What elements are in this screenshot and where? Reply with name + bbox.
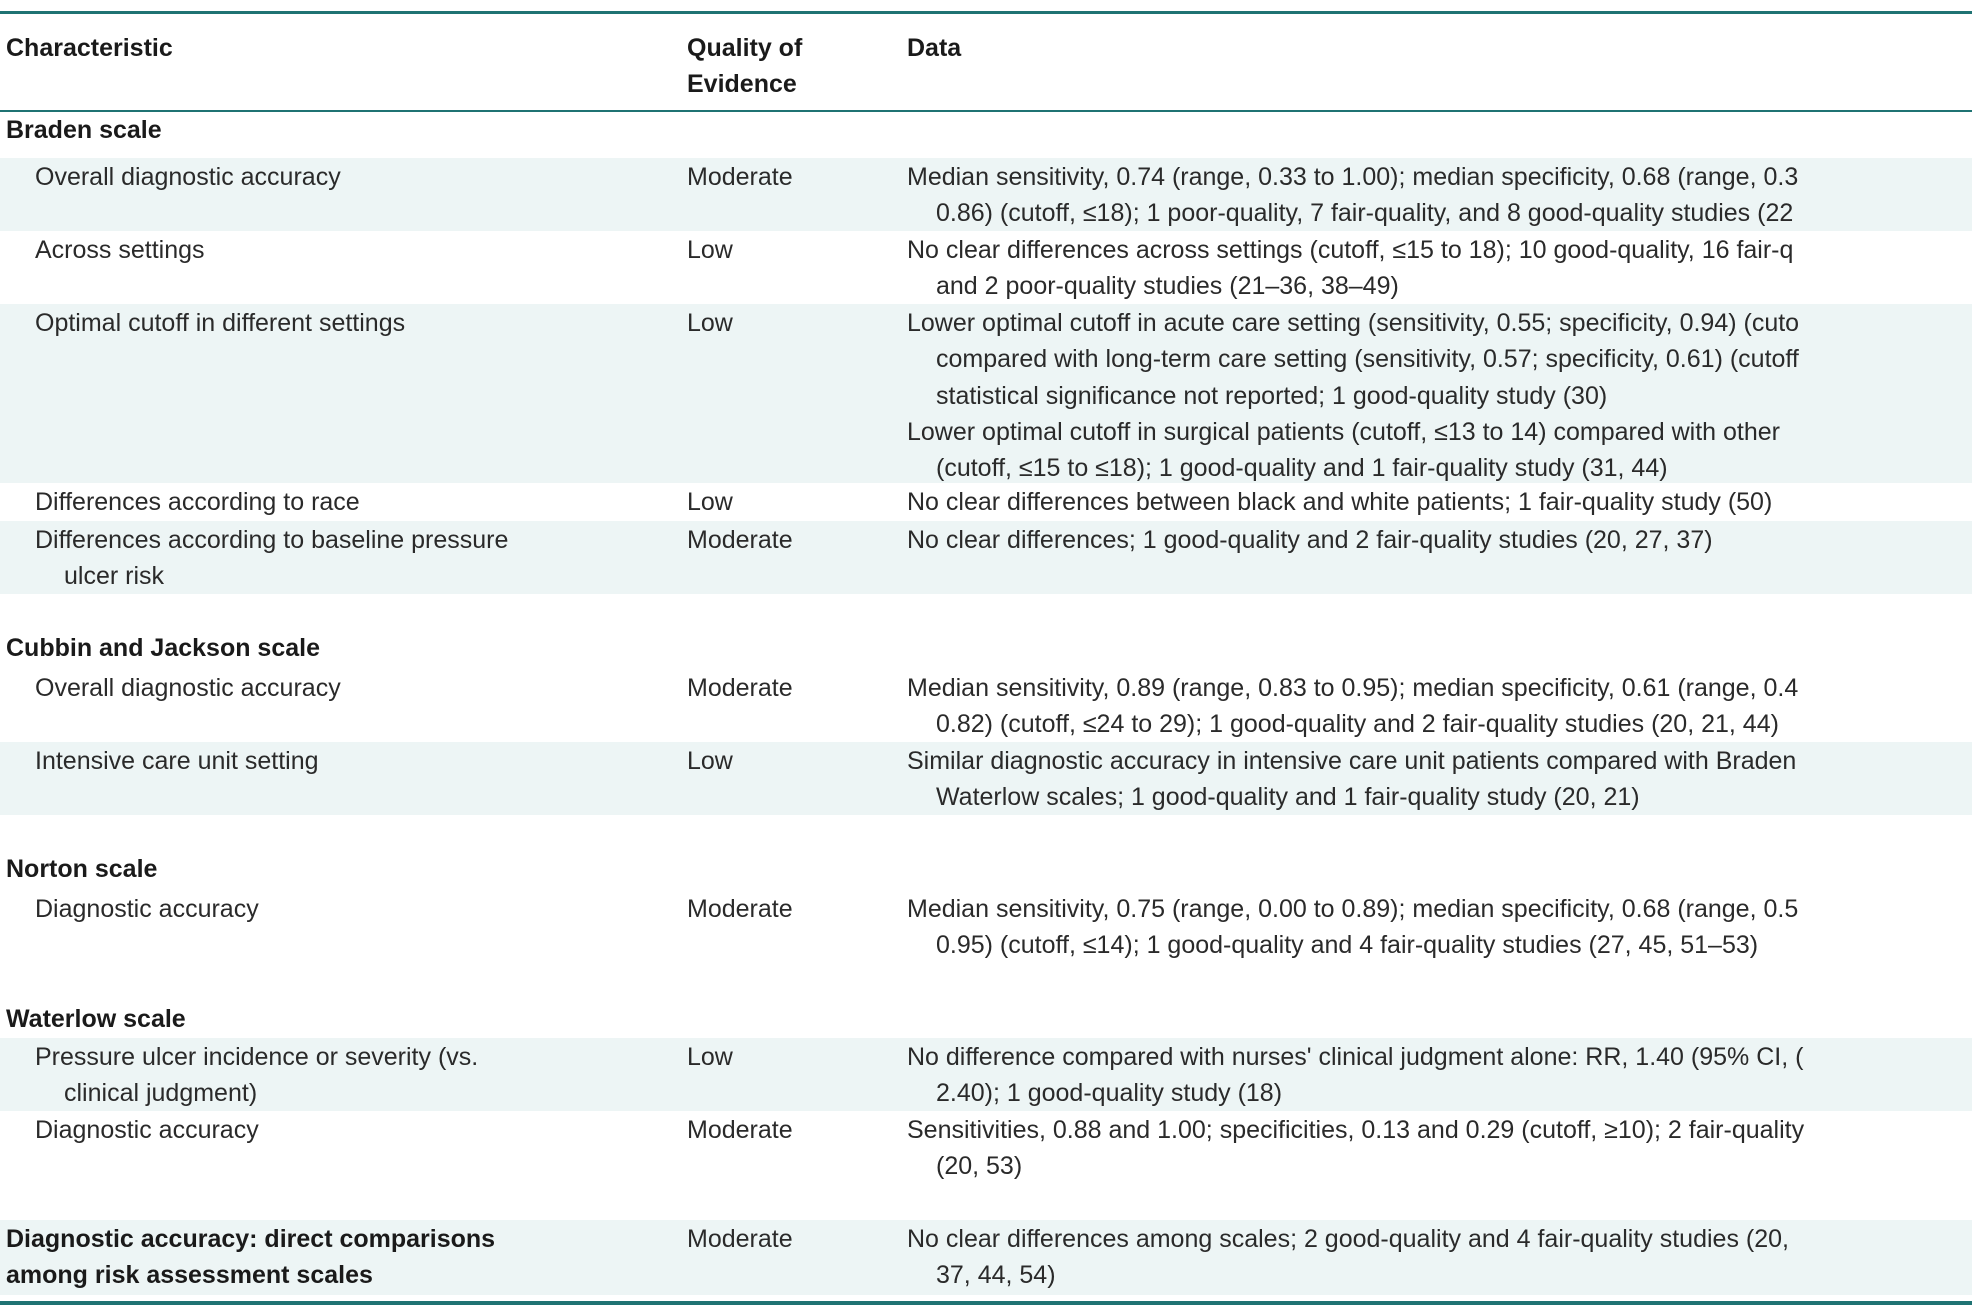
data-cell <box>907 484 1772 520</box>
section-heading <box>6 630 320 666</box>
table-row <box>0 1038 1972 1111</box>
data-cell <box>907 670 1798 742</box>
data-cell <box>907 522 1713 558</box>
characteristic-cell <box>35 232 205 268</box>
data-cell <box>907 891 1798 963</box>
data-cell <box>907 1221 1789 1294</box>
characteristic-line: Differences according to race <box>35 488 360 516</box>
data-cell <box>907 232 1793 304</box>
characteristic-cell <box>35 305 405 341</box>
characteristic-line: Diagnostic accuracy: direct comparisons <box>6 1225 496 1253</box>
characteristic-cell <box>35 484 360 520</box>
table-top-rule <box>0 11 1972 14</box>
characteristic-cell <box>35 159 341 195</box>
data-line: Waterlow scales; 1 good-quality and 1 fair-quality study (20, 21) <box>936 783 1640 812</box>
column-header-data: Data <box>907 34 962 62</box>
characteristic-line: Optimal cutoff in different settings <box>35 309 406 337</box>
characteristic-line: Differences according to baseline pressure <box>35 526 509 554</box>
characteristic-line: Intensive care unit setting <box>35 747 319 775</box>
data-line: (20, 53) <box>936 1152 1023 1181</box>
section-heading <box>6 112 162 148</box>
quality-of-evidence-cell: Low <box>687 1043 733 1071</box>
data-line: No clear differences among scales; 2 good-quality and 4 fair-quality studies (20, <box>907 1225 1789 1253</box>
table-row <box>0 231 1972 304</box>
quality-of-evidence-cell: Moderate <box>687 526 793 554</box>
section-heading-row <box>0 629 1972 669</box>
data-line: 0.95) (cutoff, ≤14); 1 good-quality and 4 fair-quality studies (27, 45, 51–53) <box>936 931 1759 960</box>
characteristic-line: Overall diagnostic accuracy <box>35 674 341 702</box>
data-line: 0.86) (cutoff, ≤18); 1 poor-quality, 7 fair-quality, and 8 good-quality studies (22 <box>936 199 1794 228</box>
data-line: No difference compared with nurses' clinical judgment alone: RR, 1.40 (95% CI, ( <box>907 1043 1804 1071</box>
table-bottom-rule <box>0 1301 1972 1305</box>
characteristic-cell <box>35 522 508 594</box>
characteristic-cell <box>35 1039 478 1111</box>
column-header-characteristic: Characteristic <box>6 34 173 62</box>
table-row <box>0 483 1972 521</box>
data-cell <box>907 159 1798 231</box>
characteristic-cell <box>35 670 341 706</box>
data-line: Median sensitivity, 0.89 (range, 0.83 to 0.95); median specificity, 0.61 (range, 0.4 <box>907 674 1799 702</box>
column-header-quality-line: Evidence <box>687 70 797 98</box>
data-cell <box>907 1039 1803 1111</box>
data-line: 2.40); 1 good-quality study (18) <box>936 1079 1283 1108</box>
table-row <box>0 890 1972 963</box>
characteristic-cell <box>35 891 259 927</box>
column-header-quality-line: Quality of <box>687 34 803 62</box>
characteristic-line: among risk assessment scales <box>6 1261 373 1290</box>
data-line: No clear differences across settings (cutoff, ≤15 to 18); 10 good-quality, 16 fair-q <box>907 236 1794 264</box>
quality-of-evidence-cell: Moderate <box>687 1116 793 1144</box>
quality-of-evidence-cell: Low <box>687 488 733 516</box>
data-line: (cutoff, ≤15 to ≤18); 1 good-quality and 1 fair-quality study (31, 44) <box>936 454 1668 483</box>
characteristic-line: clinical judgment) <box>64 1079 258 1108</box>
characteristic-line: Diagnostic accuracy <box>35 1116 259 1144</box>
table-row <box>0 669 1972 742</box>
data-line: No clear differences; 1 good-quality and 2 fair-quality studies (20, 27, 37) <box>907 526 1713 554</box>
quality-of-evidence-cell: Low <box>687 309 733 337</box>
quality-of-evidence-cell: Low <box>687 236 733 264</box>
data-cell <box>907 305 1799 483</box>
data-line: Lower optimal cutoff in surgical patients (cutoff, ≤13 to 14) compared with other <box>907 417 1780 446</box>
characteristic-cell <box>35 743 319 779</box>
data-line: No clear differences between black and white patients; 1 fair-quality study (50) <box>907 488 1773 516</box>
characteristic-cell <box>6 1221 495 1294</box>
section-heading-row <box>0 850 1972 890</box>
characteristic-line: Braden scale <box>6 116 162 144</box>
table-row <box>0 742 1972 815</box>
characteristic-line: Cubbin and Jackson scale <box>6 634 320 662</box>
data-line: Median sensitivity, 0.75 (range, 0.00 to 0.89); median specificity, 0.68 (range, 0.5 <box>907 895 1799 923</box>
characteristic-line: Diagnostic accuracy <box>35 895 259 923</box>
characteristic-line: Pressure ulcer incidence or severity (vs. <box>35 1043 479 1071</box>
section-heading-row <box>0 1000 1972 1038</box>
characteristic-line: Overall diagnostic accuracy <box>35 163 341 191</box>
table-row <box>0 1220 1972 1295</box>
data-line: 0.82) (cutoff, ≤24 to 29); 1 good-quality and 2 fair-quality studies (20, 21, 44) <box>936 710 1779 739</box>
section-heading <box>6 1001 186 1037</box>
data-line: Lower optimal cutoff in acute care setting (sensitivity, 0.55; specificity, 0.94) (cuto <box>907 309 1800 337</box>
data-line: 37, 44, 54) <box>936 1261 1056 1290</box>
table-row <box>0 1111 1972 1183</box>
data-line: and 2 poor-quality studies (21–36, 38–49) <box>936 272 1399 301</box>
characteristic-cell <box>35 1112 259 1148</box>
quality-of-evidence-cell: Moderate <box>687 1225 793 1253</box>
data-cell <box>907 743 1796 815</box>
section-heading <box>6 851 157 887</box>
section-heading-row <box>0 111 1972 158</box>
data-line: compared with long-term care setting (sensitivity, 0.57; specificity, 0.61) (cutoff <box>936 345 1799 374</box>
characteristic-line: Across settings <box>35 236 205 264</box>
quality-of-evidence-cell: Moderate <box>687 895 793 923</box>
characteristic-line: ulcer risk <box>64 562 165 591</box>
table-row <box>0 304 1972 483</box>
data-line: Sensitivities, 0.88 and 1.00; specificities, 0.13 and 0.29 (cutoff, ≥10); 2 fair-quality <box>907 1116 1805 1144</box>
column-header-quality <box>687 30 802 102</box>
characteristic-line: Norton scale <box>6 855 158 883</box>
data-line: Median sensitivity, 0.74 (range, 0.33 to 1.00); median specificity, 0.68 (range, 0.3 <box>907 163 1799 191</box>
data-cell <box>907 1112 1804 1183</box>
quality-of-evidence-cell: Moderate <box>687 674 793 702</box>
quality-of-evidence-cell: Moderate <box>687 163 793 191</box>
characteristic-line: Waterlow scale <box>6 1005 186 1033</box>
table-row <box>0 521 1972 594</box>
quality-of-evidence-cell: Low <box>687 747 733 775</box>
data-line: statistical significance not reported; 1 good-quality study (30) <box>936 381 1608 410</box>
table-row <box>0 158 1972 231</box>
data-line: Similar diagnostic accuracy in intensive care unit patients compared with Braden <box>907 747 1797 775</box>
